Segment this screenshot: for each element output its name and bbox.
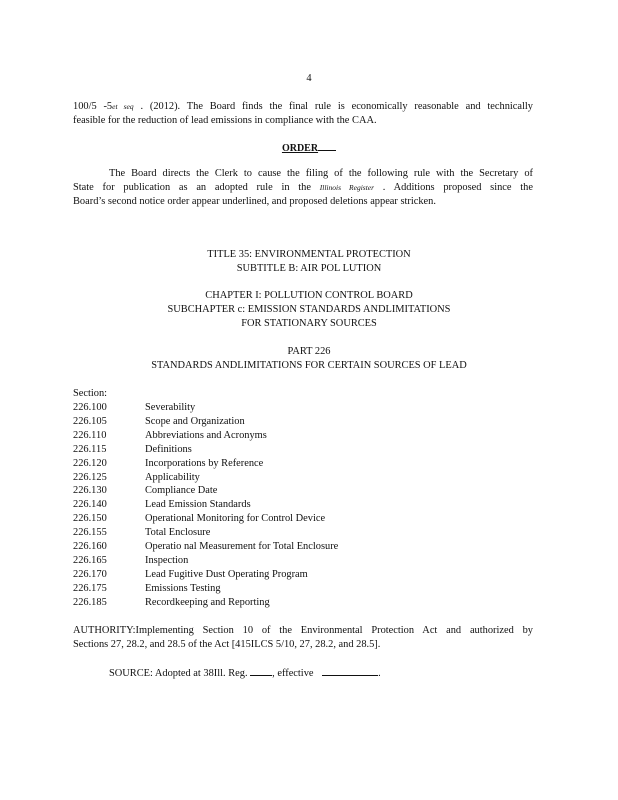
section-title: Operational Monitoring for Control Device bbox=[145, 513, 326, 524]
directive-italic: Illinois Register bbox=[319, 183, 375, 192]
page-number: 4 bbox=[306, 73, 312, 84]
directive-line-3: Board’s second notice order appear underlined, and proposed deletions appear stricken. bbox=[73, 196, 436, 207]
section-number: 226.170 bbox=[73, 569, 107, 580]
section-number: 226.165 bbox=[73, 555, 107, 566]
section-number: 226.185 bbox=[73, 597, 107, 608]
subchapter-heading-2: FOR STATIONARY SOURCES bbox=[241, 318, 377, 329]
intro-line-2: feasible for the reduction of lead emissions in compliance with the CAA. bbox=[73, 115, 377, 126]
order-underline bbox=[318, 141, 336, 151]
directive-line-1: The Board directs the Clerk to cause the filing of the following rule with the Secretary of bbox=[109, 168, 533, 179]
authority-line-1: AUTHORITY:Implementing Section 10 of the Environmental Protection Act and authorized by bbox=[73, 625, 533, 636]
section-title: Applicability bbox=[145, 472, 200, 483]
section-title: Abbreviations and Acronyms bbox=[145, 430, 267, 441]
section-label: Section: bbox=[73, 388, 108, 399]
directive-line-2 bbox=[73, 181, 533, 195]
section-number: 226.120 bbox=[73, 458, 107, 469]
section-number: 226.155 bbox=[73, 527, 107, 538]
section-number: 226.140 bbox=[73, 499, 107, 510]
section-number: 226.100 bbox=[73, 402, 107, 413]
subchapter-heading: SUBCHAPTER c: EMISSION STANDARDS ANDLIMITATIONS bbox=[167, 304, 451, 315]
section-title: Lead Emission Standards bbox=[145, 499, 251, 510]
part-heading: PART 226 bbox=[287, 346, 331, 357]
section-number: 226.130 bbox=[73, 485, 107, 496]
section-title: Emissions Testing bbox=[145, 583, 221, 594]
intro-italic: et seq bbox=[112, 102, 134, 111]
section-title: Incorporations by Reference bbox=[145, 458, 264, 469]
section-number: 226.105 bbox=[73, 416, 107, 427]
register-blank bbox=[250, 666, 272, 676]
authority-line-2: Sections 27, 28.2, and 28.5 of the Act [415ILCS 5/10, 27, 28.2, and 28.5]. bbox=[73, 639, 381, 650]
title-heading: TITLE 35: ENVIRONMENTAL PROTECTION bbox=[207, 249, 411, 260]
section-title: Severability bbox=[145, 402, 196, 413]
subtitle-heading: SUBTITLE B: AIR POL LUTION bbox=[236, 263, 382, 274]
effective-date-blank bbox=[322, 666, 378, 676]
section-number: 226.150 bbox=[73, 513, 107, 524]
section-number: 226.175 bbox=[73, 583, 107, 594]
intro-text-a: 100/5 -5 bbox=[73, 101, 113, 112]
directive-text-b: . Additions proposed since the bbox=[382, 182, 533, 193]
section-title: Definitions bbox=[145, 444, 192, 455]
directive-text-a: State for publication as an adopted rule in the bbox=[73, 182, 311, 193]
section-title: Scope and Organization bbox=[145, 416, 245, 427]
source-text-b: , effective bbox=[272, 668, 314, 679]
chapter-heading: CHAPTER I: POLLUTION CONTROL BOARD bbox=[205, 290, 413, 301]
section-title: Lead Fugitive Dust Operating Program bbox=[145, 569, 308, 580]
section-title: Recordkeeping and Reporting bbox=[145, 597, 270, 608]
section-title: Compliance Date bbox=[145, 485, 218, 496]
section-number: 226.160 bbox=[73, 541, 107, 552]
section-number: 226.125 bbox=[73, 472, 107, 483]
section-title: Operatio nal Measurement for Total Enclosure bbox=[145, 541, 339, 552]
part-title-heading: STANDARDS ANDLIMITATIONS FOR CERTAIN SOURCES OF LEAD bbox=[151, 360, 467, 371]
section-title: Inspection bbox=[145, 555, 189, 566]
section-title: Total Enclosure bbox=[145, 527, 211, 538]
source-line: SOURCE: Adopted at 38Ill. Reg. , effective . bbox=[109, 668, 381, 679]
section-number: 226.110 bbox=[73, 430, 107, 441]
section-number: 226.115 bbox=[73, 444, 107, 455]
order-heading-text: ORDER bbox=[281, 143, 319, 154]
order-heading bbox=[0, 141, 618, 156]
intro-text-b: . (2012). The Board finds the final rule is economically reasonable and technically bbox=[140, 101, 533, 112]
intro-line-1 bbox=[73, 100, 533, 114]
source-text-a: SOURCE: Adopted at 38Ill. Reg. bbox=[109, 668, 248, 679]
